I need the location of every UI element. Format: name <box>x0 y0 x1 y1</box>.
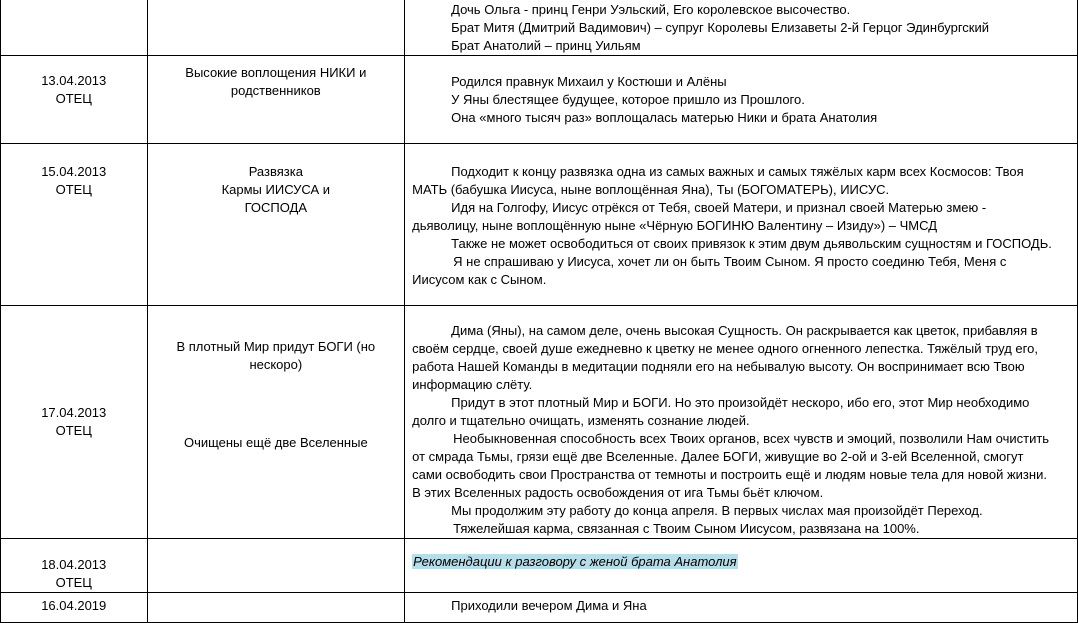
entry-title-line: родственников <box>230 83 321 98</box>
text-cell <box>405 593 1078 623</box>
text-line: Я не спрашиваю у Иисуса, хочет ли он быть Твоим Сыном. Я просто соединю Тебя, Меня с <box>453 254 1007 269</box>
table-row <box>1 593 1078 623</box>
table-row <box>1 56 1078 144</box>
text-line: МАТЬ (бабушка Иисуса, ныне воплощённая Яна), Ты (БОГОМАТЕРЬ), ИИСУС. <box>412 182 890 197</box>
entry-title-line: В плотный Мир придут БОГИ (но <box>176 339 376 354</box>
recommendation-line <box>405 553 1077 571</box>
table-row <box>1 306 1078 539</box>
text-line: работа Нашей Команды в медитации подняли его на небывалую высоту. Он воспринимает всю Твою <box>412 359 1025 374</box>
date-cell <box>1 56 148 144</box>
entry-title-line: ГОСПОДА <box>244 200 308 215</box>
text-line: Иисусом как с Сыном. <box>412 272 547 287</box>
text-line: дьяволицу, ныне воплощённую ныне «Чёрную БОГИНЮ Валентину – Изиду») – ЧМСД <box>412 218 938 233</box>
title-cell <box>147 539 405 593</box>
date-cell <box>1 306 148 539</box>
text-line: Придут в этот плотный Мир и БОГИ. Но это произойдёт нескоро, ибо его, этот Мир необходимо <box>451 395 1030 410</box>
text-line: Тяжелейшая карма, связанная с Твоим Сыном Иисусом, развязана на 100%. <box>453 521 920 536</box>
entry-title-line: Кармы ИИСУСА и <box>221 182 331 197</box>
text-cell <box>405 539 1078 593</box>
entry-date: 17.04.2013 <box>41 405 107 420</box>
text-line: Дима (Яны), на самом деле, очень высокая Сущность. Он раскрывается как цветок, прибавляя в <box>451 323 1038 338</box>
date-cell <box>1 539 148 593</box>
title-cell <box>147 306 405 539</box>
highlighted-link-text[interactable]: Рекомендации к разговору с женой брата Анатолия <box>413 554 737 569</box>
text-line: У Яны блестящее будущее, которое пришло из Прошлого. <box>451 92 805 107</box>
text-line: Также не может освободиться от своих привязок к этим двум дьявольским сущностям и ГОСПОДЬ. <box>451 236 1052 251</box>
title-cell <box>147 144 405 306</box>
text-line: долго и тщательно очищать, изменять сознание людей. <box>412 413 750 428</box>
text-line: Мы продолжим эту работу до конца апреля. В первых числах мая произойдёт Переход. <box>451 503 983 518</box>
entry-date: 15.04.2013 <box>41 164 107 179</box>
text-line: Брат Анатолий – принц Уильям <box>451 38 641 53</box>
entry-subtitle: Очищены ещё две Вселенные <box>183 435 368 450</box>
date-cell <box>1 593 148 623</box>
text-line: Брат Митя (Дмитрий Вадимович) – супруг Королевы Елизаветы 2-й Герцог Эдинбургский <box>451 20 990 35</box>
entry-title-line: Высокие воплощения НИКИ и <box>185 65 367 80</box>
date-cell <box>1 0 148 56</box>
table-row <box>1 0 1078 56</box>
text-line: Идя на Голгофу, Иисус отрёкся от Тебя, своей Матери, и признал своей Матерью змею - <box>451 200 987 215</box>
text-line: Родился правнук Михаил у Костюши и Алёны <box>451 74 727 89</box>
text-line: Она «много тысяч раз» воплощалась матерью Ники и брата Анатолия <box>451 110 878 125</box>
table-row <box>1 144 1078 306</box>
text-line: от смрада Тьмы, грязи ещё две Вселенные. Далее БОГИ, живущие во 2-ой и 3-ей Вселенной, смогут <box>412 449 1024 464</box>
text-line: В этих Вселенных радость освобождения от ига Тьмы бьёт ключом. <box>412 485 824 500</box>
text-cell <box>405 306 1078 539</box>
text-line: Дочь Ольга - принц Генри Уэльский, Его королевское высочество. <box>451 2 851 17</box>
entry-date: 18.04.2013 <box>41 557 107 572</box>
text-cell <box>405 144 1078 306</box>
entry-date: 13.04.2013 <box>41 73 107 88</box>
text-line: своём сердце, своей душе ежедневно к цветку не менее одного огненного лепестка. Тяжёлый труд его, <box>412 341 1038 356</box>
entry-author: ОТЕЦ <box>55 423 92 438</box>
entry-title-line: Развязка <box>248 164 303 179</box>
text-line: Подходит к концу развязка одна из самых важных и самых тяжёлых карм всех Космосов: Твоя <box>451 164 1024 179</box>
title-cell <box>147 0 405 56</box>
entry-author: ОТЕЦ <box>55 91 92 106</box>
title-cell <box>147 56 405 144</box>
text-cell <box>405 0 1078 56</box>
text-line: Приходили вечером Дима и Яна <box>451 598 647 613</box>
date-cell <box>1 144 148 306</box>
table-row <box>1 539 1078 593</box>
text-line: Необыкновенная способность всех Твоих органов, всех чувств и эмоций, позволили Нам очистить <box>453 431 1050 446</box>
text-line: информацию слёту. <box>412 377 533 392</box>
text-cell <box>405 56 1078 144</box>
entry-title-line: нескоро) <box>249 357 303 372</box>
text-line: сами освободить свои Пространства от темноты и построить ещё и людям новые тела для новой жизни. <box>412 467 1047 482</box>
entry-author: ОТЕЦ <box>55 182 92 197</box>
title-cell <box>147 593 405 623</box>
entry-author: ОТЕЦ <box>55 575 92 590</box>
entry-date: 16.04.2019 <box>41 598 107 613</box>
